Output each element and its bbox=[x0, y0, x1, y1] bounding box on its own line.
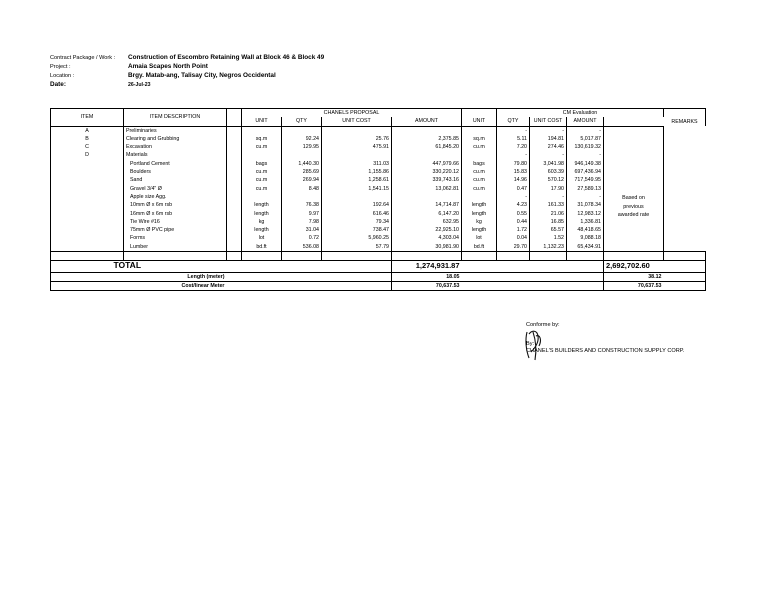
row-p-uc: 57.79 bbox=[322, 243, 392, 252]
row-p-amt: 339,743.16 bbox=[392, 176, 462, 184]
row-p-qty bbox=[282, 193, 322, 201]
row-p-unit: length bbox=[242, 210, 282, 218]
row-e-unit: bd.ft bbox=[462, 243, 497, 252]
row-item: A bbox=[51, 126, 124, 135]
col-item-header: ITEM bbox=[51, 109, 124, 127]
row-p-qty: 536.08 bbox=[282, 243, 322, 252]
date-value: 26-Jul-23 bbox=[128, 82, 151, 88]
row-item bbox=[51, 176, 124, 184]
row-p-amt: 447,979.66 bbox=[392, 160, 462, 168]
row-p-unit: cu.m bbox=[242, 168, 282, 176]
row-p-amt: 22,925.10 bbox=[392, 226, 462, 234]
row-spacer bbox=[227, 226, 242, 234]
contract-value: Construction of Escombro Retaining Wall at Block 46 & Block 49 bbox=[128, 54, 325, 61]
row-e-unit bbox=[462, 126, 497, 135]
row-p-qty: 7.98 bbox=[282, 218, 322, 226]
row-e-amt: 27,589.13 bbox=[567, 185, 604, 193]
row-e-unit: cu.m bbox=[462, 143, 497, 151]
row-item bbox=[51, 226, 124, 234]
row-p-qty: 9.97 bbox=[282, 210, 322, 218]
row-p-amt: 61,845.20 bbox=[392, 143, 462, 151]
row-e-qty: 0.55 bbox=[497, 210, 530, 218]
cost-row bbox=[51, 281, 706, 290]
row-spacer bbox=[227, 135, 242, 143]
row-item bbox=[51, 185, 124, 193]
remarks-line: awarded rate bbox=[617, 211, 650, 218]
row-p-amt: 330,220.12 bbox=[392, 168, 462, 176]
row-spacer bbox=[227, 218, 242, 226]
row-e-unit: cu.m bbox=[462, 185, 497, 193]
row-e-qty: 5.11 bbox=[497, 135, 530, 143]
row-spacer bbox=[227, 160, 242, 168]
row-p-uc: 5,960.25 bbox=[322, 234, 392, 242]
row-e-qty: 0.04 bbox=[497, 234, 530, 242]
row-e-uc: 161.33 bbox=[530, 201, 567, 209]
row-p-amt bbox=[392, 126, 462, 135]
location-line bbox=[50, 72, 276, 80]
row-p-unit: sq.m bbox=[242, 135, 282, 143]
project-value: Amaia Scapes North Point bbox=[128, 63, 208, 70]
row-spacer bbox=[227, 151, 242, 159]
row-p-amt: 2,375.85 bbox=[392, 135, 462, 143]
row-item bbox=[51, 201, 124, 209]
length-label: Length (meter) bbox=[51, 272, 227, 281]
row-e-uc: - bbox=[530, 193, 567, 201]
remarks-line: previous bbox=[623, 203, 644, 210]
row-e-amt: 9,088.18 bbox=[567, 234, 604, 242]
row-e-amt: 697,436.94 bbox=[567, 168, 604, 176]
row-e-uc: - bbox=[530, 126, 567, 135]
row-desc: 16mm Ø x 6m rsb bbox=[124, 210, 227, 218]
row-p-uc: 475.91 bbox=[322, 143, 392, 151]
row-p-amt: 632.95 bbox=[392, 218, 462, 226]
row-p-amt bbox=[392, 151, 462, 159]
signature-mark bbox=[523, 326, 545, 366]
row-p-unit: cu.m bbox=[242, 185, 282, 193]
row-p-qty: 1,440.30 bbox=[282, 160, 322, 168]
table-row bbox=[51, 126, 706, 135]
length-proposal: 18.05 bbox=[392, 272, 462, 281]
row-desc: Gravel 3/4" Ø bbox=[124, 185, 227, 193]
row-p-amt bbox=[392, 193, 462, 201]
row-e-uc: 21.06 bbox=[530, 210, 567, 218]
row-e-uc: 603.39 bbox=[530, 168, 567, 176]
row-e-qty: - bbox=[497, 193, 530, 201]
row-e-uc: 274.46 bbox=[530, 143, 567, 151]
row-e-amt: - bbox=[567, 126, 604, 135]
remarks-line: Based on bbox=[622, 195, 645, 202]
row-p-uc: 616.46 bbox=[322, 210, 392, 218]
row-desc: Sand bbox=[124, 176, 227, 184]
row-p-uc bbox=[322, 151, 392, 159]
row-p-qty: 269.94 bbox=[282, 176, 322, 184]
row-e-qty: 0.47 bbox=[497, 185, 530, 193]
row-p-amt: 30,981.90 bbox=[392, 243, 462, 252]
row-e-uc: 1,132.23 bbox=[530, 243, 567, 252]
row-e-unit: lot bbox=[462, 234, 497, 242]
cost-label: Cost/linear Meter bbox=[51, 281, 227, 290]
row-p-qty: 31.04 bbox=[282, 226, 322, 234]
row-desc: Clearing and Grubbing bbox=[124, 135, 227, 143]
e-uc-header: UNIT COST bbox=[530, 117, 567, 126]
row-p-amt: 14,714.87 bbox=[392, 201, 462, 209]
row-p-unit: bd.ft bbox=[242, 243, 282, 252]
row-p-amt: 13,062.81 bbox=[392, 185, 462, 193]
table-body bbox=[51, 126, 706, 251]
total-label: TOTAL bbox=[113, 260, 142, 271]
conforme-block bbox=[526, 320, 684, 356]
row-e-amt: - bbox=[567, 193, 604, 201]
project-line bbox=[50, 63, 208, 71]
row-item: D bbox=[51, 151, 124, 159]
row-spacer bbox=[227, 176, 242, 184]
col-desc-header: ITEM DESCRIPTION bbox=[124, 109, 227, 127]
row-spacer bbox=[227, 234, 242, 242]
header-row-1 bbox=[51, 109, 706, 118]
row-item: B bbox=[51, 135, 124, 143]
row-e-unit: length bbox=[462, 226, 497, 234]
row-e-amt: 12,983.12 bbox=[567, 210, 604, 218]
row-p-qty bbox=[282, 126, 322, 135]
row-spacer bbox=[227, 143, 242, 151]
row-desc: Boulders bbox=[124, 168, 227, 176]
row-e-amt: 48,418.65 bbox=[567, 226, 604, 234]
total-row bbox=[51, 261, 706, 272]
cost-table bbox=[50, 108, 706, 291]
row-p-uc: 738.47 bbox=[322, 226, 392, 234]
cost-eval: 70,637.53 bbox=[604, 281, 664, 290]
row-desc: Materials bbox=[124, 151, 227, 159]
row-e-qty: 15.83 bbox=[497, 168, 530, 176]
cost-proposal: 70,637.53 bbox=[392, 281, 462, 290]
row-e-amt: 31,078.34 bbox=[567, 201, 604, 209]
row-desc: Excavation bbox=[124, 143, 227, 151]
contract-line bbox=[50, 54, 324, 62]
row-p-unit: bags bbox=[242, 160, 282, 168]
row-e-qty: 29.70 bbox=[497, 243, 530, 252]
row-p-uc: 79.34 bbox=[322, 218, 392, 226]
row-e-unit bbox=[462, 151, 497, 159]
row-e-amt: 717,549.95 bbox=[567, 176, 604, 184]
row-p-uc: 1,541.15 bbox=[322, 185, 392, 193]
group-proposal-header: CHANELS PROPOSAL bbox=[242, 109, 462, 118]
row-p-qty: 129.95 bbox=[282, 143, 322, 151]
row-desc: Lumber bbox=[124, 243, 227, 252]
row-spacer bbox=[227, 243, 242, 252]
row-e-uc: 16.85 bbox=[530, 218, 567, 226]
conforme-company: CHANEL'S BUILDERS AND CONSTRUCTION SUPPLY CORP. bbox=[526, 348, 685, 354]
row-p-amt: 6,147.20 bbox=[392, 210, 462, 218]
row-p-qty bbox=[282, 151, 322, 159]
date-line bbox=[50, 81, 151, 89]
row-e-uc: 194.81 bbox=[530, 135, 567, 143]
location-value: Brgy. Matab-ang, Talisay City, Negros Occidental bbox=[128, 72, 276, 79]
e-unit-header: UNIT bbox=[462, 109, 497, 127]
e-amt-header: AMOUNT bbox=[567, 117, 604, 126]
row-spacer bbox=[227, 201, 242, 209]
row-e-qty: 4.23 bbox=[497, 201, 530, 209]
row-e-amt: 65,434.91 bbox=[567, 243, 604, 252]
p-uc-header: UNIT COST bbox=[322, 117, 392, 126]
row-p-uc bbox=[322, 126, 392, 135]
row-p-qty: 8.48 bbox=[282, 185, 322, 193]
row-p-qty: 76.38 bbox=[282, 201, 322, 209]
row-e-qty: - bbox=[497, 126, 530, 135]
row-item bbox=[51, 234, 124, 242]
row-p-unit bbox=[242, 126, 282, 135]
p-amt-header: AMOUNT bbox=[392, 117, 462, 126]
row-spacer bbox=[227, 168, 242, 176]
row-p-unit: cu.m bbox=[242, 176, 282, 184]
p-qty-header: QTY bbox=[282, 117, 322, 126]
row-item: C bbox=[51, 143, 124, 151]
remarks-header: REMARKS bbox=[664, 109, 706, 127]
e-qty-header: QTY bbox=[497, 117, 530, 126]
row-e-uc: 65.57 bbox=[530, 226, 567, 234]
row-e-uc: 1.52 bbox=[530, 234, 567, 242]
length-row bbox=[51, 272, 706, 281]
row-p-qty: 92.24 bbox=[282, 135, 322, 143]
row-p-uc: 1,155.86 bbox=[322, 168, 392, 176]
row-p-unit: lot bbox=[242, 234, 282, 242]
row-desc: 75mm Ø PVC pipe bbox=[124, 226, 227, 234]
remarks-cell bbox=[604, 126, 664, 251]
group-eval-header: CM Evaluation bbox=[497, 109, 664, 118]
row-desc: 10mm Ø x 6m rsb bbox=[124, 201, 227, 209]
conforme-label: Conforme by: bbox=[526, 322, 560, 328]
row-e-amt: 1,336.81 bbox=[567, 218, 604, 226]
blank-row bbox=[51, 252, 706, 261]
row-desc: Preliminaries bbox=[124, 126, 227, 135]
row-item bbox=[51, 160, 124, 168]
row-item bbox=[51, 218, 124, 226]
row-desc: Apple size Agg. bbox=[124, 193, 227, 201]
row-e-unit: length bbox=[462, 201, 497, 209]
row-e-uc: - bbox=[530, 151, 567, 159]
total-proposal: 1,274,931.87 bbox=[415, 260, 460, 270]
row-spacer bbox=[227, 185, 242, 193]
length-eval: 38.12 bbox=[604, 272, 664, 281]
row-item bbox=[51, 193, 124, 201]
row-spacer bbox=[227, 193, 242, 201]
row-p-uc: 1,258.61 bbox=[322, 176, 392, 184]
row-e-qty: 0.44 bbox=[497, 218, 530, 226]
row-spacer bbox=[227, 210, 242, 218]
row-e-amt: - bbox=[567, 151, 604, 159]
row-p-uc: 25.76 bbox=[322, 135, 392, 143]
row-e-amt: 130,619.32 bbox=[567, 143, 604, 151]
total-eval: 2,692,702.60 bbox=[606, 260, 650, 270]
project-label: Project : bbox=[50, 64, 71, 70]
spacer-header bbox=[227, 109, 242, 127]
row-e-unit: cu.m bbox=[462, 176, 497, 184]
row-e-qty: 7.20 bbox=[497, 143, 530, 151]
row-item bbox=[51, 168, 124, 176]
row-e-qty: 1.72 bbox=[497, 226, 530, 234]
row-p-unit bbox=[242, 151, 282, 159]
row-e-qty: - bbox=[497, 151, 530, 159]
row-spacer bbox=[227, 126, 242, 135]
row-desc: Tie Wire #16 bbox=[124, 218, 227, 226]
row-p-uc bbox=[322, 193, 392, 201]
row-desc: Portland Cement bbox=[124, 160, 227, 168]
row-e-uc: 3,041.98 bbox=[530, 160, 567, 168]
row-e-unit: sq.m bbox=[462, 135, 497, 143]
row-e-qty: 79.80 bbox=[497, 160, 530, 168]
row-desc: Forms bbox=[124, 234, 227, 242]
conforme-by: By: bbox=[526, 341, 535, 347]
row-p-uc: 192.64 bbox=[322, 201, 392, 209]
row-e-unit: kg bbox=[462, 218, 497, 226]
row-e-amt: 5,017.87 bbox=[567, 135, 604, 143]
row-item bbox=[51, 243, 124, 252]
location-label: Location : bbox=[50, 73, 75, 79]
row-e-uc: 570.12 bbox=[530, 176, 567, 184]
row-e-amt: 946,149.38 bbox=[567, 160, 604, 168]
row-p-unit: length bbox=[242, 226, 282, 234]
row-p-unit: kg bbox=[242, 218, 282, 226]
contract-label: Contract Package / Work : bbox=[50, 55, 116, 61]
row-e-unit: cu.m bbox=[462, 168, 497, 176]
row-p-qty: 0.72 bbox=[282, 234, 322, 242]
row-p-unit bbox=[242, 193, 282, 201]
date-label: Date: bbox=[50, 81, 66, 88]
row-p-amt: 4,303.04 bbox=[392, 234, 462, 242]
row-p-unit: length bbox=[242, 201, 282, 209]
row-e-qty: 14.96 bbox=[497, 176, 530, 184]
row-e-uc: 17.90 bbox=[530, 185, 567, 193]
row-e-unit: length bbox=[462, 210, 497, 218]
row-p-uc: 311.03 bbox=[322, 160, 392, 168]
row-item bbox=[51, 210, 124, 218]
row-e-unit bbox=[462, 193, 497, 201]
row-p-qty: 285.69 bbox=[282, 168, 322, 176]
p-unit-header: UNIT bbox=[242, 117, 282, 126]
row-e-unit: bags bbox=[462, 160, 497, 168]
row-p-unit: cu.m bbox=[242, 143, 282, 151]
